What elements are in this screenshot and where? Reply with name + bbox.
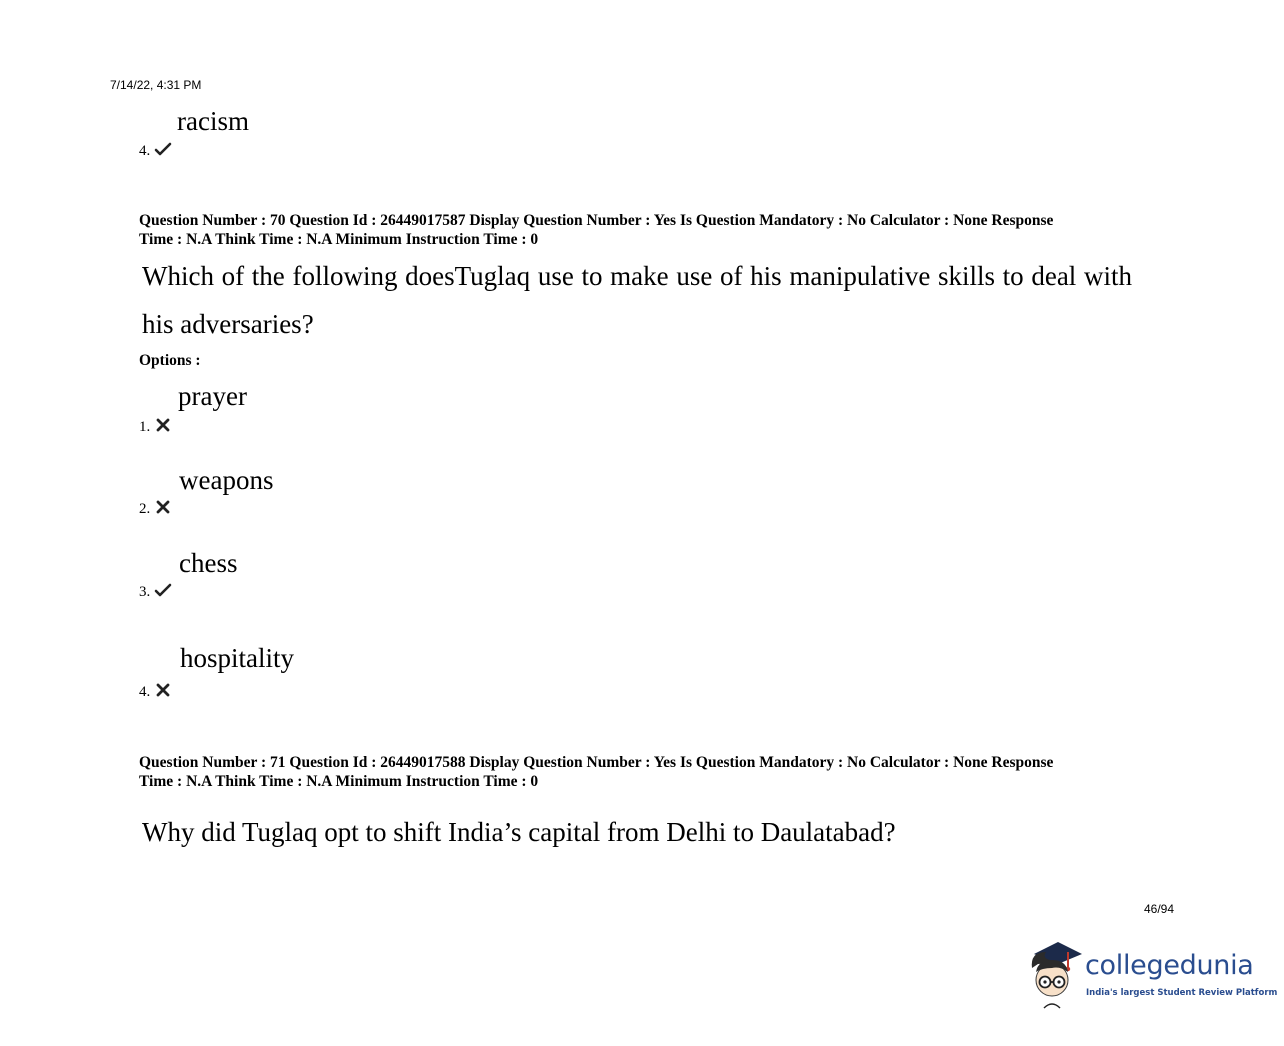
option-number: 2. [139,501,151,517]
question-meta-line2: Time : N.A Think Time : N.A Minimum Instruction Time : 0 [139,772,539,790]
option-text: weapons [179,465,274,495]
cross-icon [154,418,172,432]
option-text: chess [179,548,238,578]
question-meta [139,212,1139,249]
check-icon [154,583,172,597]
option-text: hospitality [180,643,294,673]
option-number: 3. [139,584,151,600]
option-number: 4. [139,684,151,700]
option-number-row [139,142,172,160]
cross-icon [154,683,172,697]
option-number: 1. [139,419,151,435]
page-number: 46/94 [1144,902,1175,916]
option-number-row [139,500,172,518]
question-meta-line1: Question Number : 71 Question Id : 26449017588 Display Question Number : Yes Is Question Mandatory : No Calculator : None Response [139,754,1054,771]
check-icon [154,142,172,156]
question-text: Which of the following doesTuglaq use to make use of his manipulative skills to deal with his adversaries? [142,261,1132,339]
cross-icon [154,500,172,514]
option-text: racism [177,106,249,136]
options-label: Options : [139,352,201,369]
question-text: Why did Tuglaq opt to shift India’s capital from Delhi to Daulatabad? [142,817,896,847]
option-number-row [139,683,172,701]
option-number-row [139,418,172,436]
logo-wordmark: collegedunia [1085,950,1254,981]
mascot-logo-icon [1024,938,1086,1010]
print-timestamp: 7/14/22, 4:31 PM [110,78,202,92]
question-meta-line2: Time : N.A Think Time : N.A Minimum Instruction Time : 0 [139,230,539,248]
option-number-row [139,583,172,601]
question-meta-line1: Question Number : 70 Question Id : 26449017587 Display Question Number : Yes Is Question Mandatory : No Calculator : None Response [139,212,1054,229]
logo-tagline: India's largest Student Review Platform [1086,988,1278,998]
option-number: 4. [139,143,151,159]
option-text: prayer [178,381,247,411]
question-meta [139,754,1139,791]
